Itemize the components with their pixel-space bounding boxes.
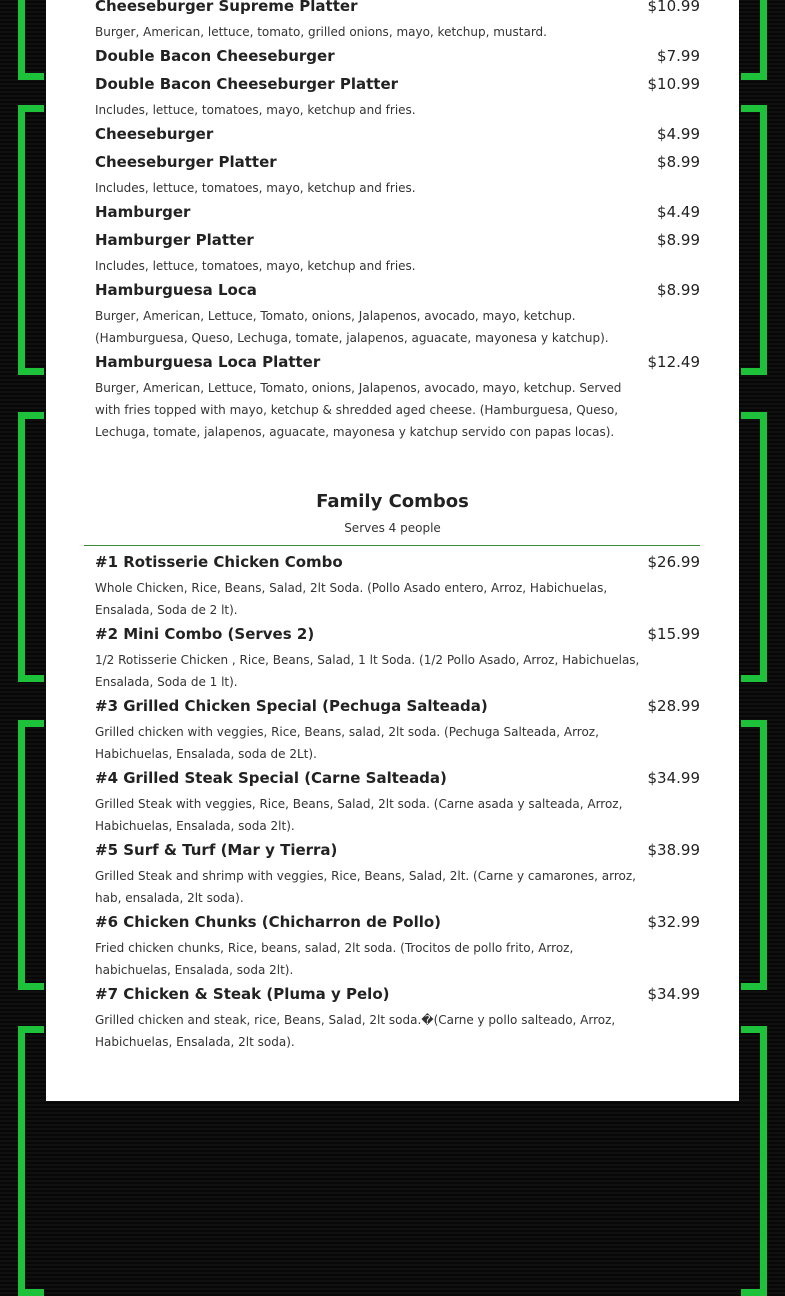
menu-item-name: Double Bacon Cheeseburger Platter [95,75,399,93]
menu-item[interactable] [95,353,700,443]
menu-item-name: #7 Chicken & Steak (Pluma y Pelo) [95,985,390,1003]
menu-item-name: #3 Grilled Chicken Special (Pechuga Salteada) [95,697,488,715]
menu-item-name: Hamburguesa Loca [95,281,257,299]
menu-item-description: Grilled Steak and shrimp with veggies, Rice, Beans, Salad, 2lt. (Carne y camarones, arroz, hab, ensalada, 2lt soda). [95,869,636,905]
green-bracket-decoration [18,720,44,990]
menu-item-description: Burger, American, lettuce, tomato, grilled onions, mayo, ketchup, mustard. [95,25,547,39]
menu-item[interactable] [95,841,700,909]
menu-item[interactable] [95,75,700,121]
menu-item-price: $26.99 [647,553,700,571]
menu-item-description: Grilled chicken and steak, rice, Beans, Salad, 2lt soda.�(Carne y pollo salteado, Arroz, Habichuelas, Ensalada, 2lt soda). [95,1013,616,1049]
menu-item-description: Includes, lettuce, tomatoes, mayo, ketchup and fries. [95,103,416,117]
menu-item-name: Hamburger Platter [95,231,254,249]
menu-item[interactable] [95,125,700,147]
menu-item-name: #2 Mini Combo (Serves 2) [95,625,315,643]
menu-item[interactable] [95,47,700,69]
menu-item-description: Includes, lettuce, tomatoes, mayo, ketchup and fries. [95,259,416,273]
menu-item[interactable] [95,625,700,693]
menu-item[interactable] [95,281,700,349]
menu-item-description: Burger, American, Lettuce, Tomato, onions, Jalapenos, avocado, mayo, ketchup. Served with fries topped with mayo, ketchup & shredded aged cheese. (Hamburguesa, Queso, Lechuga, tomate, jalapenos, aguacate, mayonesa y katchup servido con papas locas). [95,381,622,439]
menu-item-price: $15.99 [647,625,700,643]
menu-item[interactable] [95,913,700,981]
menu-item-price: $8.99 [657,153,700,171]
menu-item-price: $7.99 [657,47,700,65]
green-bracket-decoration [18,0,44,80]
menu-item[interactable] [95,231,700,277]
menu-item-description: Grilled chicken with veggies, Rice, Beans, salad, 2lt soda. (Pechuga Salteada, Arroz, Habichuelas, Ensalada, soda de 2Lt). [95,725,599,761]
menu-item-price: $8.99 [657,231,700,249]
menu-item-price: $4.99 [657,125,700,143]
menu-item-description: Whole Chicken, Rice, Beans, Salad, 2lt Soda. (Pollo Asado entero, Arroz, Habichuelas, Ensalada, Soda de 2 lt). [95,581,608,617]
menu-item-name: #5 Surf & Turf (Mar y Tierra) [95,841,338,859]
menu-item-name: Hamburguesa Loca Platter [95,353,321,371]
menu-item-price: $32.99 [647,913,700,931]
menu-item-description: 1/2 Rotisserie Chicken , Rice, Beans, Salad, 1 lt Soda. (1/2 Pollo Asado, Arroz, Habichuelas, Ensalada, Soda de 1 lt). [95,653,640,689]
menu-item[interactable] [95,697,700,765]
green-bracket-decoration [18,105,44,375]
menu-item[interactable] [95,985,700,1053]
menu-item-price: $34.99 [647,985,700,1003]
green-bracket-decoration [741,412,767,682]
menu-item-name: #4 Grilled Steak Special (Carne Salteada) [95,769,447,787]
menu-item-price: $12.49 [647,353,700,371]
green-bracket-decoration [18,1026,44,1296]
menu-item-description: Fried chicken chunks, Rice, beans, salad, 2lt soda. (Trocitos de pollo frito, Arroz, habichuelas, Ensalada, soda 2lt). [95,941,574,977]
menu-item-name: #6 Chicken Chunks (Chicharron de Pollo) [95,913,442,931]
menu-item-price: $38.99 [647,841,700,859]
section-divider [84,545,700,546]
menu-item-price: $28.99 [647,697,700,715]
green-bracket-decoration [741,1026,767,1296]
menu-item[interactable] [95,553,700,621]
menu-item-price: $4.49 [657,203,700,221]
menu-item-price: $34.99 [647,769,700,787]
menu-item-price: $10.99 [647,75,700,93]
green-bracket-decoration [741,0,767,80]
green-bracket-decoration [741,105,767,375]
menu-item-name: Double Bacon Cheeseburger [95,47,335,65]
menu-item-name: #1 Rotisserie Chicken Combo [95,553,343,571]
menu-page [46,0,739,1101]
green-bracket-decoration [741,720,767,990]
menu-item-price: $8.99 [657,281,700,299]
green-bracket-decoration [18,412,44,682]
menu-item-description: Burger, American, Lettuce, Tomato, onions, Jalapenos, avocado, mayo, ketchup. (Hamburguesa, Queso, Lechuga, tomate, jalapenos, aguacate, mayonesa y katchup). [95,309,609,345]
section-title: Family Combos [316,491,469,512]
menu-item-name: Cheeseburger [95,125,214,143]
menu-item-name: Cheeseburger Platter [95,153,277,171]
menu-item-description: Grilled Steak with veggies, Rice, Beans, Salad, 2lt soda. (Carne asada y salteada, Arroz, Habichuelas, Ensalada, soda 2lt). [95,797,623,833]
menu-item-description: Includes, lettuce, tomatoes, mayo, ketchup and fries. [95,181,416,195]
menu-item[interactable] [95,153,700,199]
menu-item-name: Hamburger [95,203,191,221]
menu-item[interactable] [95,769,700,837]
menu-item-price: $10.99 [647,0,700,15]
menu-item-name: Cheeseburger Supreme Platter [95,0,358,15]
menu-item[interactable] [95,0,700,43]
menu-item[interactable] [95,203,700,225]
section-subtitle: Serves 4 people [344,521,441,535]
